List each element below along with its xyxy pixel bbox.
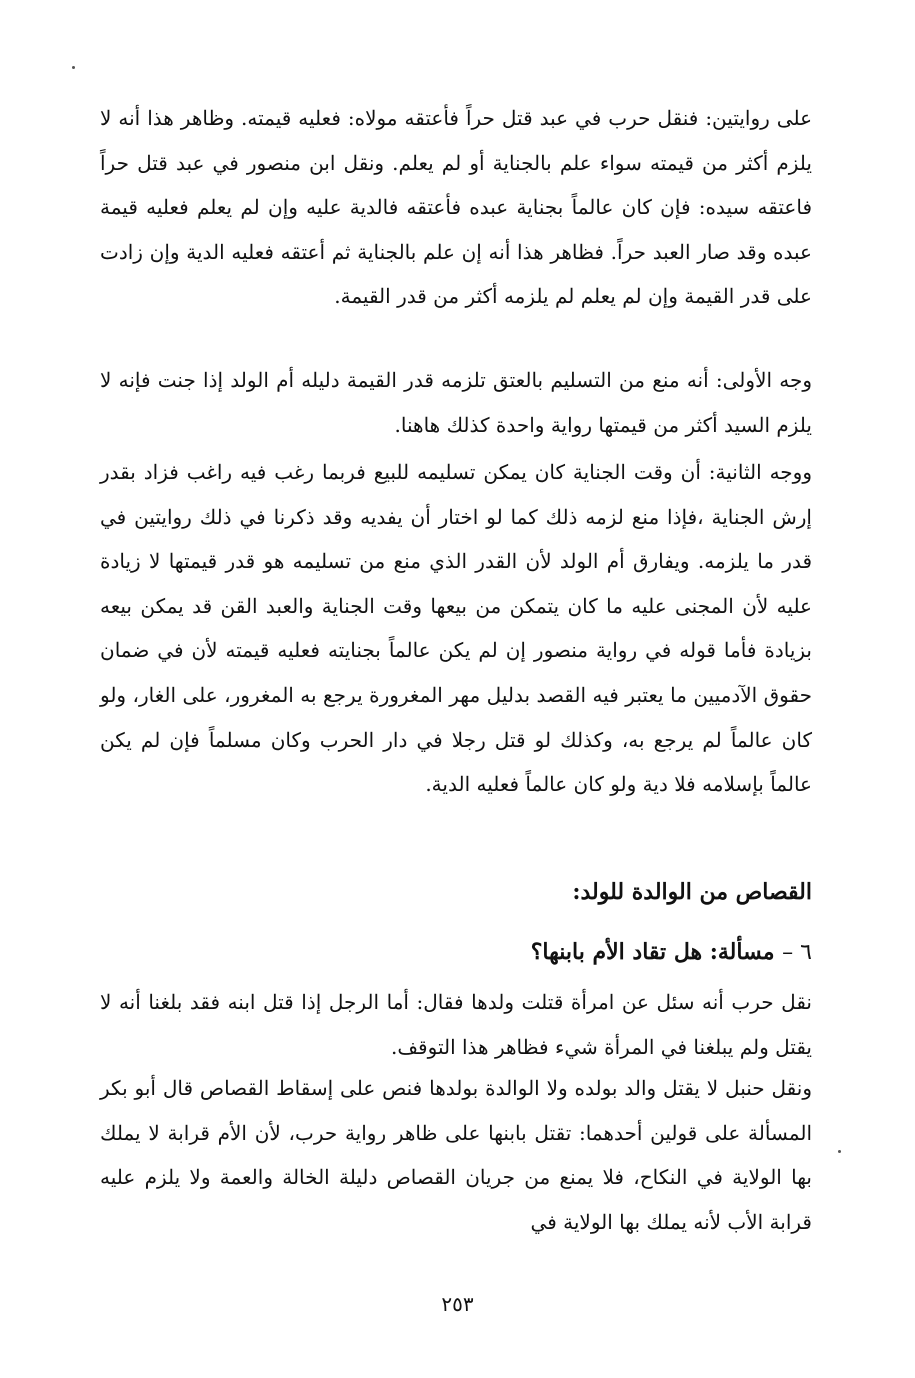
- paragraph-2: [100, 358, 812, 447]
- paragraph-5-text: ونقل حنبل لا يقتل والد بولده ولا الوالدة بولدها فنص على إسقاط القصاص قال أبو بكر المسألة على قولين أحدهما: تقتل بابنها على ظاهر رواية حرب، لأن الأم قرابة لا يملك بها الولاية في النكاح، فلا يمنع من جريان القصاص دليلة الخالة والعمة ولا يلزم عليه قرابة الأب لأنه يملك بها الولاية في: [100, 1076, 813, 1234]
- paragraph-4-text: نقل حرب أنه سئل عن امرأة قتلت ولدها فقال: أما الرجل إذا قتل ابنه فقد بلغنا أنه لا يقتل ولم يبلغنا في المرأة شيء فظاهر هذا التوقف.: [100, 990, 812, 1059]
- issue-title: مسألة: هل تقاد الأم بابنها؟: [530, 939, 775, 965]
- paragraph-4: [100, 980, 812, 1069]
- paragraph-3-text: ووجه الثانية: أن وقت الجناية كان يمكن تسليمه للبيع فربما رغب فيه راغب فزاد بقدر إرش الجناية ،فإذا منع لزمه ذلك كما لو اختار أن يفديه وقد ذكرنا في ذلك روايتين في قدر ما يلزمه. ويفارق أم الولد لأن القدر الذي منع من تسليمه هو قدر قيمتها لا زيادة عليه لأن المجنى عليه ما كان يتمكن من بيعها وقت الجناية والعبد القن قد يمكن بيعه بزيادة فأما قوله في رواية منصور إن لم يكن عالماً بجنايته فعليه قيمته لأن في ضمان حقوق الآدميين ما يعتبر فيه القصد بدليل مهر المغرورة يرجع به المغرور، على الغار، ولو كان عالماً لم يرجع به، وكذلك لو قتل رجلا في دار الحرب وكان مسلماً فإن لم يكن عالماً بإسلامه فلا دية ولو كان عالماً فعليه الدية.: [100, 460, 812, 797]
- paragraph-2-text: وجه الأولى: أنه منع من التسليم بالعتق تلزمه قدر القيمة دليله أم الولد إذا جنت فإنه لا يلزم السيد أكثر من قيمتها رواية واحدة كذلك هاهنا.: [100, 368, 812, 437]
- scan-speck: [72, 66, 75, 69]
- paragraph-1: [100, 96, 812, 319]
- page-number: ٢٥٣: [441, 1292, 474, 1316]
- paragraph-1-text: على روايتين: فنقل حرب في عبد قتل حراً فأعتقه مولاه: فعليه قيمته. وظاهر هذا أنه لا يلزم أكثر من قيمته سواء علم بالجناية أو لم يعلم. ونقل ابن منصور في عبد قتل حراً فاعتقه سيده: فإن كان عالماً بجناية عبده فأعتقه فالدية عليه وإن لم يعلم فعليه قيمة عبده وقد صار العبد حراً. فظاهر هذا أنه إن علم بالجناية ثم أعتقه فعليه الدية وإن زادت على قدر القيمة وإن لم يعلم لم يلزمه أكثر من قدر القيمة.: [100, 106, 812, 309]
- issue-heading: [100, 930, 812, 975]
- issue-number: ٦ –: [782, 940, 812, 965]
- paragraph-3: [100, 450, 812, 807]
- section-heading: القصاص من الوالدة للولد:: [572, 879, 812, 905]
- paragraph-5: [100, 1066, 812, 1244]
- scan-speck: [838, 1150, 841, 1153]
